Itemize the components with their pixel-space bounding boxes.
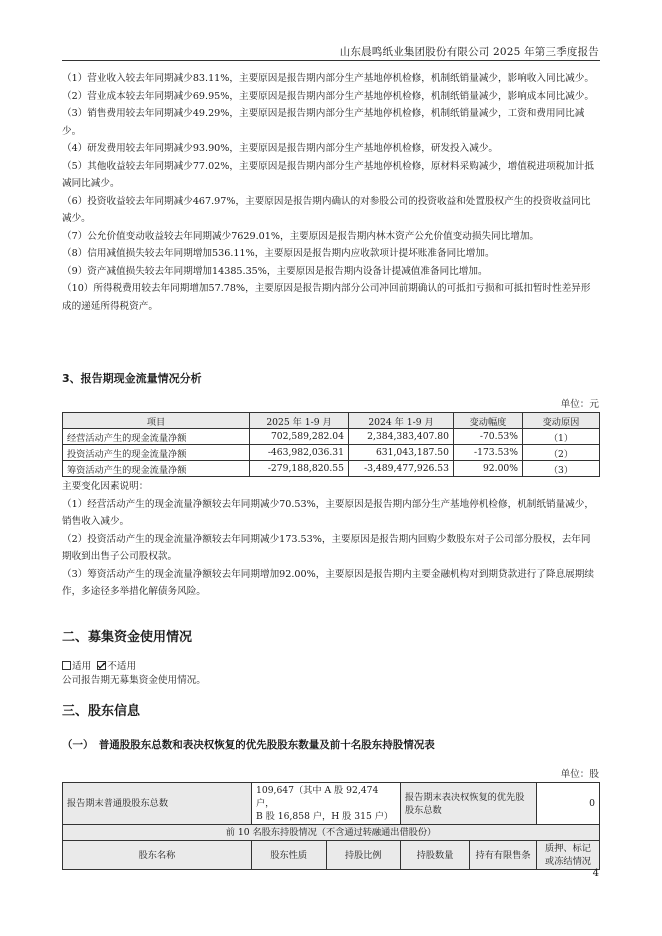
note-9: （9）资产减值损失较去年同期增加14385.35%，主要原因是报告期内设备计提减值准备同比增加。 xyxy=(62,265,488,277)
table-row xyxy=(63,429,600,445)
cell-reason: （2） xyxy=(523,445,600,461)
col-pledge: 质押、标记或冻结情况 xyxy=(537,841,600,870)
cashflow-heading: 3、报告期现金流量情况分析 xyxy=(62,372,202,385)
fund-note xyxy=(62,672,600,690)
table-row xyxy=(63,783,600,825)
top10-title: 前 10 名股东持股情况（不含通过转融通出借股份） xyxy=(63,825,600,841)
col-reason: 变动原因 xyxy=(523,413,600,429)
total-value-line1: 109,647（其中 A 股 92,474 户， xyxy=(256,785,379,809)
shareholder-subheading: （一） 普通股股东总数和表决权恢复的优先股股东数量及前十名股东持股情况表 xyxy=(62,739,435,751)
shareholder-table xyxy=(62,782,600,870)
cell-item: 投资活动产生的现金流量净额 xyxy=(63,445,250,461)
table-row xyxy=(63,825,600,841)
fund-note-text: 公司报告期无募集资金使用情况。 xyxy=(62,675,206,686)
cell-item: 经营活动产生的现金流量净额 xyxy=(63,429,250,445)
cell-2025: -279,188,820.55 xyxy=(250,461,349,477)
checkbox-apply[interactable] xyxy=(62,661,71,670)
pref-value: 0 xyxy=(537,783,600,825)
shareholder-unit: 单位：股 xyxy=(560,769,599,780)
checkbox-not-apply[interactable] xyxy=(97,661,106,670)
col-holding-qty: 持股数量 xyxy=(401,841,470,870)
header-divider xyxy=(62,60,600,61)
col-holder-nature: 股东性质 xyxy=(252,841,327,870)
col-item: 项目 xyxy=(63,413,250,429)
cashflow-table xyxy=(62,412,600,477)
fund-heading: 二、募集资金使用情况 xyxy=(62,630,193,645)
cashflow-unit: 单位：元 xyxy=(560,399,599,410)
cell-item: 筹资活动产生的现金流量净额 xyxy=(63,461,250,477)
col-restricted: 持有有限售条 xyxy=(470,841,537,870)
table-row xyxy=(63,445,600,461)
note-8: （8）信用减值损失较去年同期增加536.11%，主要原因是报告期内应收款项计提坏账准备同比增加。 xyxy=(62,248,495,259)
cell-change: -70.53% xyxy=(454,429,523,445)
page-number: 4 xyxy=(592,868,599,879)
note-6: （6）投资收益较去年同期减少467.97%，主要原因是报告期内确认的对参股公司的投资收益和处置股权产生的投资收益同比减少。 xyxy=(62,195,591,224)
explain-title: 主要变化因素说明： xyxy=(62,481,149,492)
cell-2024: 631,043,187.50 xyxy=(349,445,454,461)
col-2024: 2024 年 1-9 月 xyxy=(349,413,454,429)
explain-2: （2）投资活动产生的现金流量净额较去年同期减少173.53%，主要原因是报告期内回购少数股东对子公司部分股权，去年同期收到出售子公司股权款。 xyxy=(62,533,591,562)
cell-reason: （1） xyxy=(523,429,600,445)
note-1: （1）营业收入较去年同期减少83.11%，主要原因是报告期内部分生产基地停机检修，机制纸销量减少，影响收入同比减少。 xyxy=(62,73,594,84)
total-value xyxy=(252,783,401,825)
label-apply: 适用 xyxy=(72,661,92,672)
explain-1: （1）经营活动产生的现金流量净额较去年同期减少70.53%，主要原因是报告期内部分生产基地停机检修，机制纸销量减少，销售收入减少。 xyxy=(62,498,594,527)
note-5: （5）其他收益较去年同期减少77.02%，主要原因是报告期内部分生产基地停机检修，原材料采购减少，增值税进项税加计抵减同比减少。 xyxy=(62,160,594,189)
note-3: （3）销售费用较去年同期减少49.29%，主要原因是报告期内部分生产基地停机检修，机制纸销量减少，工资和费用同比减少。 xyxy=(62,108,585,137)
profit-notes xyxy=(62,70,600,315)
total-value-line2: B 股 16,858 户，H 股 315 户） xyxy=(256,811,394,822)
shareholder-heading: 三、股东信息 xyxy=(62,704,141,719)
cell-change: -173.53% xyxy=(454,445,523,461)
cell-2024: -3,489,477,926.53 xyxy=(349,461,454,477)
note-10: （10）所得税费用较去年同期增加57.78%，主要原因是报告期内部分公司冲回前期确认的可抵扣亏损和可抵扣暂时性差异形成的递延所得税资产。 xyxy=(62,283,591,312)
note-7: （7）公允价值变动收益较去年同期减少7629.01%，主要原因是报告期内林木资产公允价值变动损失同比增加。 xyxy=(62,230,540,242)
cell-reason: （3） xyxy=(523,461,600,477)
cell-change: 92.00% xyxy=(454,461,523,477)
col-holder-name: 股东名称 xyxy=(63,841,252,870)
report-header-title: 山东晨鸣纸业集团股份有限公司 2025 年第三季度报告 xyxy=(339,46,599,58)
cell-2025: 702,589,282.04 xyxy=(250,429,349,445)
table-header-row xyxy=(63,841,600,870)
note-2: （2）营业成本较去年同期减少69.95%，主要原因是报告期内部分生产基地停机检修，机制纸销量减少，影响成本同比减少。 xyxy=(62,90,594,102)
cell-2024: 2,384,383,407.80 xyxy=(349,429,454,445)
col-holding-ratio: 持股比例 xyxy=(326,841,401,870)
col-2025: 2025 年 1-9 月 xyxy=(250,413,349,429)
label-not-apply: 不适用 xyxy=(107,661,137,672)
col-change: 变动幅度 xyxy=(454,413,523,429)
fund-applicability xyxy=(62,658,136,672)
note-4: （4）研发费用较去年同期减少93.90%，主要原因是报告期内部分生产基地停机检修，研发投入减少。 xyxy=(62,143,499,154)
table-row xyxy=(63,461,600,477)
table-header-row xyxy=(63,413,600,429)
total-label: 报告期末普通股股东总数 xyxy=(63,783,252,825)
cashflow-explanation xyxy=(62,478,600,601)
explain-3: （3）筹资活动产生的现金流量净额较去年同期增加92.00%，主要原因是报告期内主要金融机构对到期贷款进行了降息展期续作，多途径多举措化解债务风险。 xyxy=(62,568,594,597)
pref-label: 报告期末表决权恢复的优先股股东总数 xyxy=(401,783,537,825)
cell-2025: -463,982,036.31 xyxy=(250,445,349,461)
